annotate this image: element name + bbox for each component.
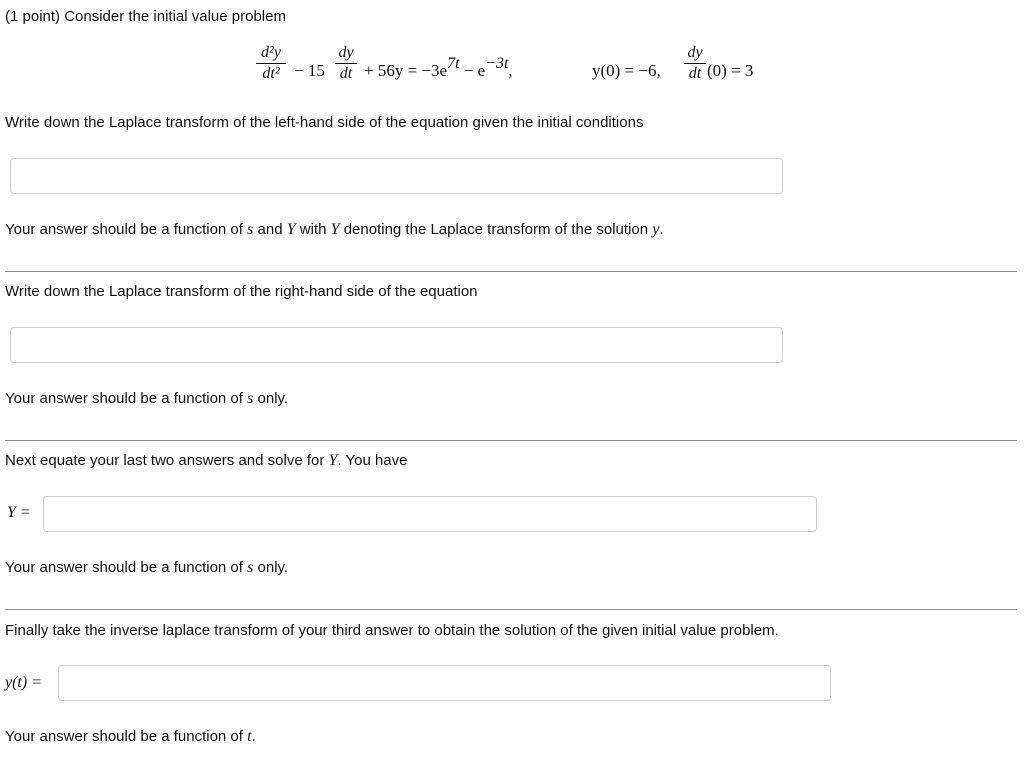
- fraction-bar: [684, 63, 706, 64]
- initial-condition-y0: y(0) = −6,: [592, 61, 661, 80]
- section-divider: [5, 440, 1017, 441]
- exp-neg3t: −3t: [485, 55, 509, 72]
- rhs-mid: − e: [463, 61, 486, 80]
- dy-dt-fraction: [335, 44, 357, 83]
- ic-dy-numerator: dy: [687, 44, 703, 61]
- lhs-transform-input[interactable]: [10, 158, 783, 194]
- rhs-comma: ,: [508, 61, 513, 80]
- rhs-transform-input[interactable]: [10, 327, 783, 363]
- dt-denominator: dt: [339, 65, 353, 82]
- yt-solution-input[interactable]: [58, 665, 831, 701]
- part4-hint: Your answer should be a function of t.: [5, 728, 256, 745]
- initial-condition-dy0: (0) = 3: [707, 61, 754, 80]
- d2y-dt2-fraction: [256, 44, 286, 83]
- part3-prompt: Next equate your last two answers and solve for Y. You have: [5, 452, 408, 469]
- ic-dt-denominator: dt: [688, 65, 702, 82]
- fraction-bar: [335, 63, 357, 64]
- rhs-expression: [364, 55, 513, 81]
- part2-prompt: Write down the Laplace transform of the right-hand side of the equation: [5, 283, 478, 300]
- part1-hint: Your answer should be a function of s and Y with Y denoting the Laplace transform of the solution y.: [5, 221, 664, 238]
- Y-solution-input[interactable]: [43, 496, 817, 532]
- exp-7t: 7t: [447, 55, 460, 72]
- part4-prompt: Finally take the inverse laplace transform of your third answer to obtain the solution of the given initial value problem.: [5, 622, 779, 639]
- section-divider: [5, 271, 1017, 272]
- d2y-numerator: d²y: [261, 44, 281, 61]
- dt2-denominator: dt²: [262, 65, 280, 82]
- part2-hint: Your answer should be a function of s only.: [5, 390, 289, 407]
- section-divider: [5, 609, 1017, 610]
- dy-numerator: dy: [338, 44, 354, 61]
- rhs-main: + 56y = −3e: [364, 61, 448, 80]
- problem-header: (1 point) Consider the initial value problem: [5, 8, 286, 25]
- yt-label: y(t) =: [5, 674, 42, 691]
- fraction-bar: [256, 63, 286, 64]
- minus-15-term: − 15: [294, 61, 325, 80]
- ic-dy-dt-fraction: [684, 44, 706, 83]
- Y-label: Y =: [7, 504, 31, 521]
- part3-hint: Your answer should be a function of s only.: [5, 559, 289, 576]
- part1-prompt: Write down the Laplace transform of the left-hand side of the equation given the initial conditions: [5, 114, 644, 131]
